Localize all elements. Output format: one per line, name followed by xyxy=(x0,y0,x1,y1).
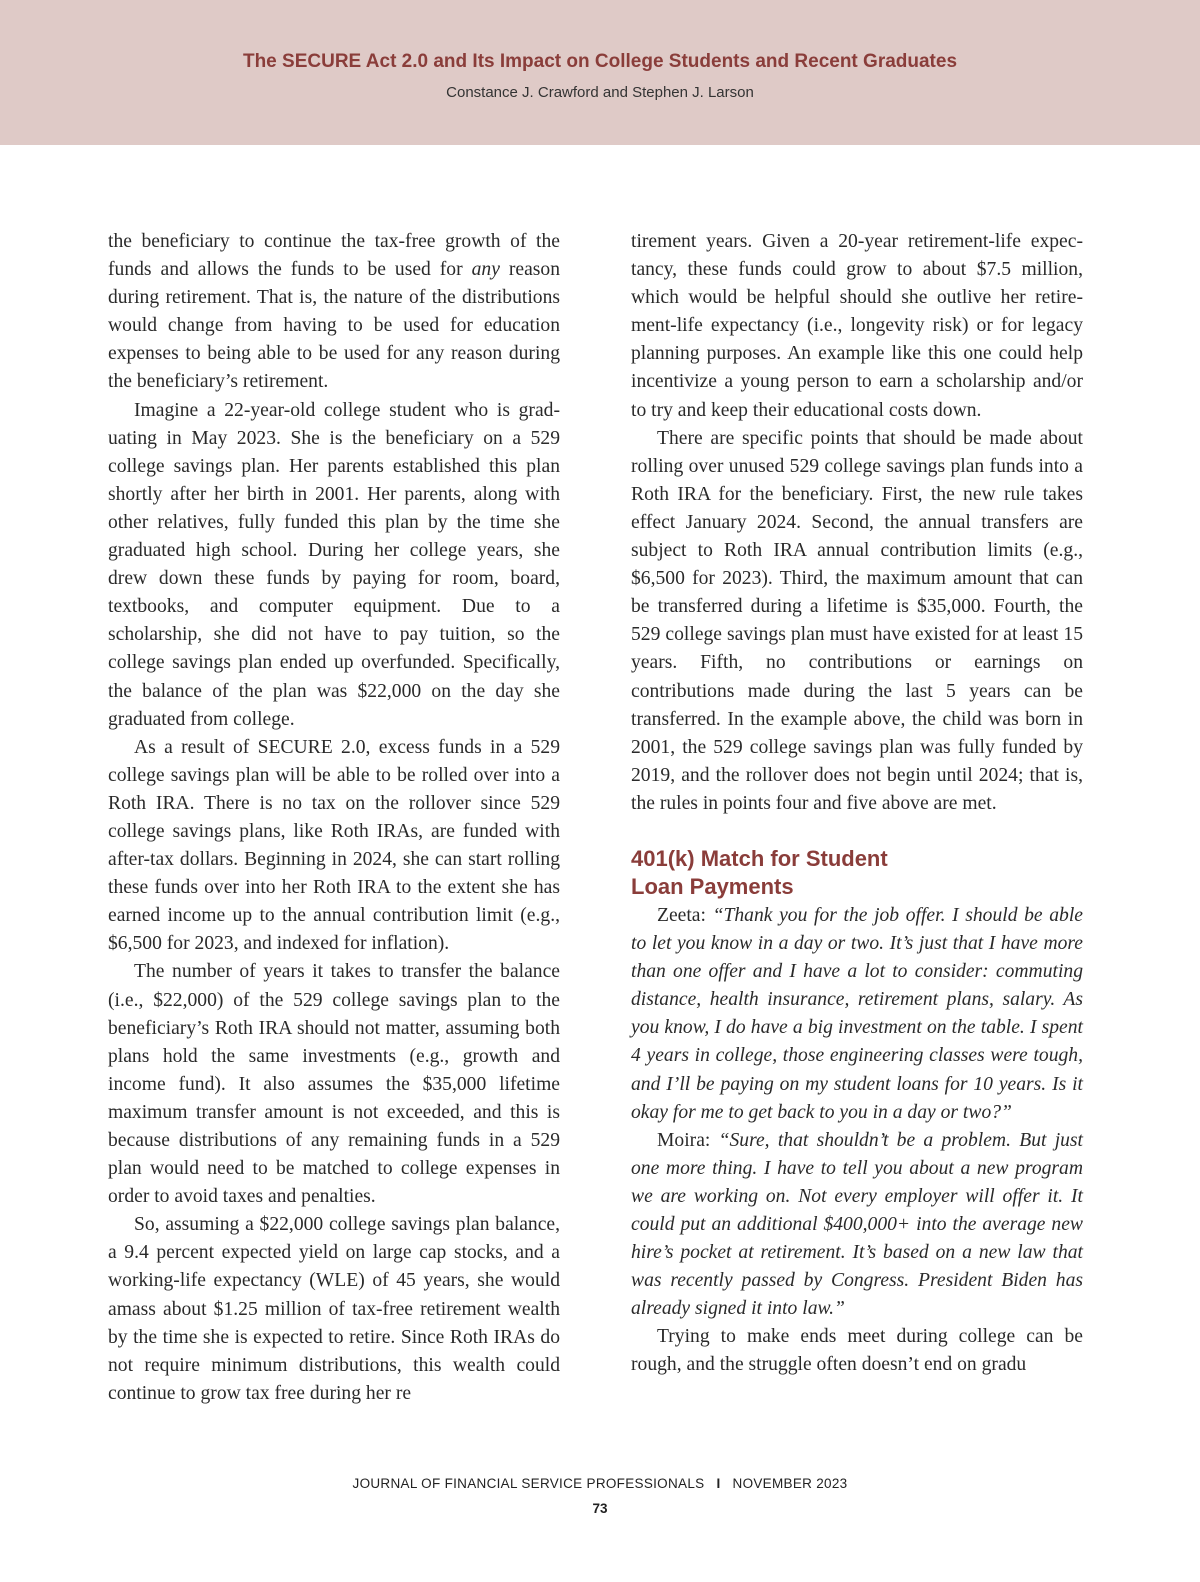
header-banner xyxy=(0,0,1200,145)
paragraph: There are specific points that should be made about rolling over unused 529 college savings plan funds into a Roth IRA for the beneficiary. First, the new rule takes effect January 2024. Second, the annual transfers are subject to Roth IRA annual contribution limits (e.g., $6,500 for 2023). Third, the maximum amount that can be transferred during a lifetime is $35,000. Fourth, the 529 college savings plan must have existed for at least 15 years. Fifth, no contributions or earnings on contributions made during the last 5 years can be transferred. In the example above, the child was born in 2001, the 529 college savings plan was fully funded by 2019, and the rollover does not begin until 2024; that is, the rules in points four and five above are met. xyxy=(631,427,1083,814)
heading-line: Loan Payments xyxy=(631,874,794,900)
section-heading xyxy=(631,845,1083,902)
article-authors: Constance J. Crawford and Stephen J. Larson xyxy=(446,84,754,101)
emphasis: any xyxy=(471,259,500,281)
left-column xyxy=(108,228,560,1408)
dialogue-quote: “Thank you for the job offer. I should be able to let you know in a day or two. It’s just that I have more than one offer and I have a lot to consider: commuting distance, health insurance, retirement plans, salary. As you know, I do have a big investment on the table. I spent 4 years in college, those engineering classes were tough, and I’ll be paying on my student loans for 10 years. Is it okay for me to get back to you in a day or two?” xyxy=(631,904,1083,1123)
text-span: the beneficiary to continue the tax-free growth of the funds and allows the funds to be used for xyxy=(108,231,560,281)
dialogue-paragraph xyxy=(631,902,1083,1127)
paragraph: As a result of SECURE 2.0, excess funds in a 529 college savings plan will be able to be rolled over into a Roth IRA. There is no tax on the rollover since 529 college savings plans, like Roth IRAs, are funded with after-tax dollars. Beginning in 2024, she can start rolling these funds over into her Roth IRA to the extent she has earned income up to the annual contribution limit (e.g., $6,500 for 2023, and indexed for inflation). xyxy=(108,736,560,955)
page-footer xyxy=(0,1476,1200,1491)
speaker-name: Zeeta: xyxy=(657,904,713,926)
footer-separator: I xyxy=(716,1476,721,1491)
paragraph: The number of years it takes to transfer the balance (i.e., $22,000) of the 529 college savings plan to the beneficiary’s Roth IRA should not matter, assuming both plans hold the same investments (e.g., growth and income fund). It also assumes the $35,000 lifetime maximum transfer amount is not exceeded, and this is because distributions of any remaining funds in a 529 plan would need to be matched to college expenses in order to avoid taxes and penalties. xyxy=(108,961,560,1208)
heading-line: 401(k) Match for Student xyxy=(631,845,888,871)
paragraph: Imagine a 22-year-old college student who is graduating in May 2023. She is the beneficiary on a 529 college savings plan. Her parents established this plan shortly after her birth in 2001. Her parents, along with other relatives, fully funded this plan by the time she graduated high school. During her college years, she drew down these funds by paying for room, board, textbooks, and computer equipment. Due to a scholarship, she did not have to pay tuition, so the college savings plan ended up overfunded. Specifically, the balance of the plan was $22,000 on the day she graduated from college. xyxy=(108,399,560,730)
page-number: 73 xyxy=(592,1501,608,1516)
paragraph: So, assuming a $22,000 college savings plan balance, a 9.4 percent expected yield on large cap stocks, and a working-life expectancy (WLE) of 45 years, she would amass about $1.25 million of tax-free retirement wealth by the time she is expected to retire. Since Roth IRAs do not require minimum distributions, this wealth could continue to grow tax free during her re xyxy=(108,1214,560,1404)
speaker-name: Moira: xyxy=(657,1129,719,1151)
dialogue-paragraph xyxy=(631,1127,1083,1324)
text-span: reason during retirement. That is, the nature of the distributions would change from having to be used for education expenses to being able to be used for any reason during the beneficiary’s retirement. xyxy=(108,259,560,393)
paragraph xyxy=(108,228,560,397)
right-column xyxy=(631,228,1083,1380)
paragraph: tirement years. Given a 20-year retirement-life expectancy, these funds could grow to about $7.5 million, which would be helpful should she outlive her retirement-life expectancy (i.e., longevity risk) or for legacy planning purposes. An example like this one could help incentivize a young person to earn a scholarship and/or to try and keep their educational costs down. xyxy=(631,231,1083,421)
paragraph: Trying to make ends meet during college can be rough, and the struggle often doesn’t end on gradu xyxy=(631,1326,1083,1376)
journal-name: JOURNAL OF FINANCIAL SERVICE PROFESSIONALS xyxy=(352,1476,705,1491)
dialogue-quote: “Sure, that shouldn’t be a problem. But just one more thing. I have to tell you about a new program we are working on. Not every employer will offer it. It could put an additional $400,000+ into the average new hire’s pocket at retirement. It’s based on a new law that was recently passed by Congress. President Biden has already signed it into law.” xyxy=(631,1129,1083,1320)
article-title: The SECURE Act 2.0 and Its Impact on College Students and Recent Graduates xyxy=(242,51,958,72)
issue-date: NOVEMBER 2023 xyxy=(732,1476,848,1491)
